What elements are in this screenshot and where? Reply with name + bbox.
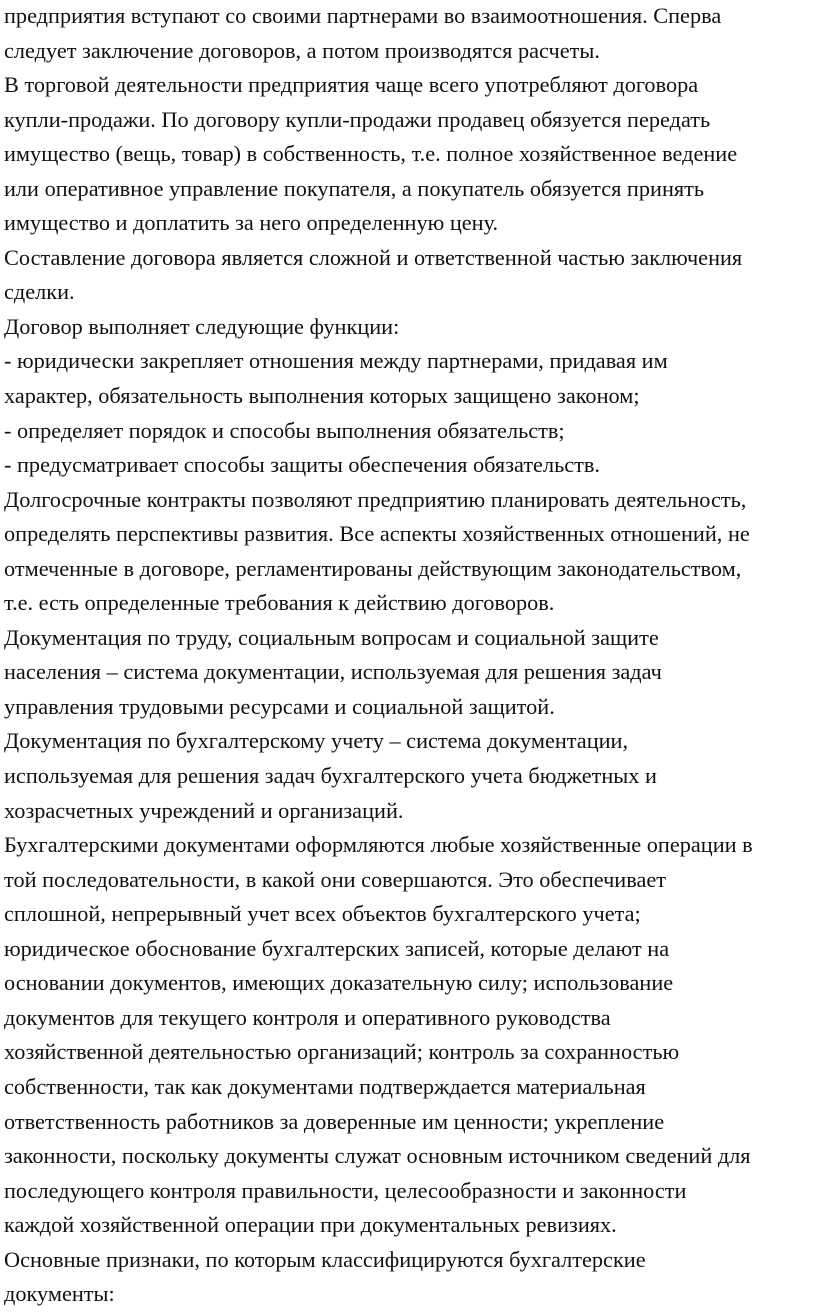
text-line: Договор выполняет следующие функции: [4,313,400,339]
text-line: документы: [4,1281,115,1307]
text-line: основании документов, имеющих доказательную силу; использование [4,970,674,996]
text-line: - определяет порядок и способы выполнения обязательств; [4,417,565,443]
text-line: характер, обязательность выполнения которых защищено законом; [4,383,640,409]
text-line: Составление договора является сложной и ответственной частью заключения [4,244,743,270]
text-line: имущество и доплатить за него определенную цену. [4,210,499,236]
text-line: предприятия вступают со своими партнерами во взаимоотношения. Сперва [4,3,722,28]
text-line: собственности, так как документами подтверждается материальная [4,1073,646,1099]
text-line: Бухгалтерскими документами оформляются любые хозяйственные операции в [4,832,753,858]
text-line: Документация по бухгалтерскому учету – система документации, [4,728,629,754]
text-line: следует заключение договоров, а потом производятся расчеты. [4,37,600,63]
text-line: Документация по труду, социальным вопросам и социальной защите [4,624,659,650]
text-line: населения – система документации, используемая для решения задач [4,659,662,685]
text-line: В торговой деятельности предприятия чаще всего употребляют договора [4,72,699,98]
text-line: управления трудовыми ресурсами и социальной защитой. [4,693,555,719]
text-line: отмеченные в договоре, регламентированы действующим законодательством, [4,555,742,581]
text-line: последующего контроля правильности, целесообразности и законности [4,1177,687,1203]
text-line: законности, поскольку документы служат основным источником сведений для [4,1143,751,1169]
text-line: купли-продажи. По договору купли-продажи продавец обязуется передать [4,106,711,132]
text-line: т.е. есть определенные требования к действию договоров. [4,590,555,616]
text-line: - предусматривает способы защиты обеспечения обязательств. [4,452,600,478]
text-line: Долгосрочные контракты позволяют предприятию планировать деятельность, [4,486,747,512]
text-line: сплошной, непрерывный учет всех объектов бухгалтерского учета; [4,901,641,927]
text-line: документов для текущего контроля и оперативного руководства [4,1004,611,1030]
text-line: хозяйственной деятельностью организаций; контроль за сохранностью [4,1039,680,1065]
text-line: каждой хозяйственной операции при документальных ревизиях. [4,1212,617,1238]
text-line: Основные признаки, по которым классифицируются бухгалтерские [4,1246,646,1272]
text-line: имущество (вещь, товар) в собственность, т.е. полное хозяйственное ведение [4,141,738,167]
text-line: или оперативное управление покупателя, а покупатель обязуется принять [4,175,705,201]
text-line: - юридически закрепляет отношения между партнерами, придавая им [4,348,668,374]
text-line: сделки. [4,279,75,305]
text-line: той последовательности, в какой они совершаются. Это обеспечивает [4,866,667,892]
text-line: используемая для решения задач бухгалтерского учета бюджетных и [4,763,657,789]
text-line: хозрасчетных учреждений и организаций. [4,797,404,823]
text-line: юридическое обоснование бухгалтерских записей, которые делают на [4,935,670,961]
text-line: определять перспективы развития. Все аспекты хозяйственных отношений, не [4,521,750,547]
text-line: ответственность работников за доверенные им ценности; укрепление [4,1108,665,1134]
